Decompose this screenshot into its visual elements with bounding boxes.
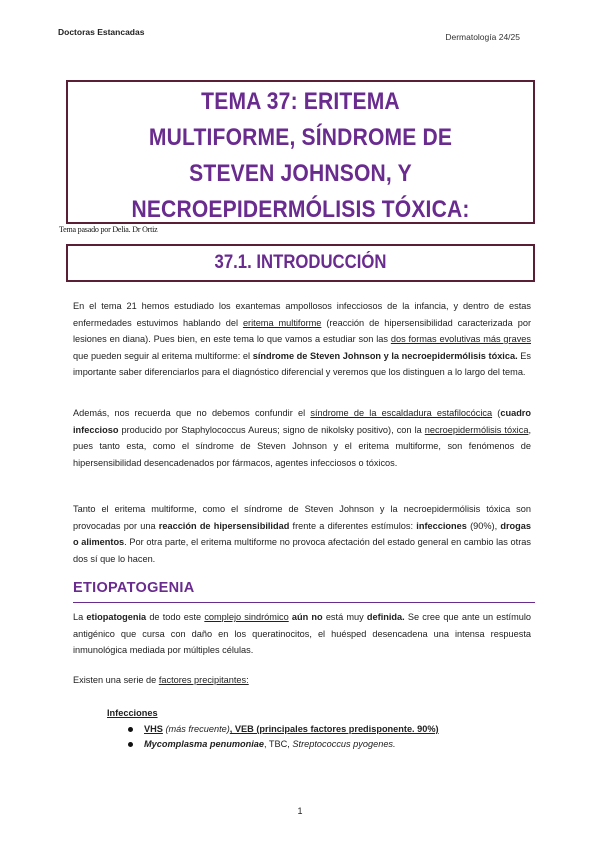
title-line-3: STEVEN JOHNSON, Y <box>189 160 412 187</box>
title-line-2: MULTIFORME, SÍNDROME DE <box>148 124 453 151</box>
bullet-2-part-c: Streptococcus pyogenes. <box>292 739 396 749</box>
intro-paragraph-3 <box>73 501 531 567</box>
intro-p2-text-2: ( <box>492 408 501 418</box>
etiopatogenia-heading: ETIOPATOGENIA <box>73 580 195 596</box>
intro-p1-underline-2: dos formas evolutivas más graves <box>390 334 532 344</box>
intro-p1-text-3: que pueden seguir al eritema multiforme: el <box>73 350 253 361</box>
title-box <box>66 80 535 224</box>
header-left: Doctoras Estancadas <box>58 27 145 37</box>
etio-p1-text-1: La <box>73 612 87 622</box>
infecciones-heading: Infecciones <box>107 708 158 718</box>
etiopatogenia-rule <box>73 602 535 603</box>
bullet-1-part-c: , VEB (principales factores predisponente. 90%) <box>229 724 439 734</box>
intro-p2-text-4: , pues tanto esta, como el síndrome de Steven Johnson y el eritema multiforme, son fenómenos de hipersensibilidad desencadenados por fármacos, agentes infecciosos o tóxicos. <box>73 424 531 468</box>
bullet-1-part-b: (más frecuente) <box>162 724 230 734</box>
bullet-2-part-a: Mycomplasma penumoniae <box>144 739 264 749</box>
document-title <box>101 82 501 228</box>
etio-p2-text-1: Existen una serie de <box>73 675 159 685</box>
credit-line: Tema pasado por Delia. Dr Ortiz <box>59 225 158 234</box>
intro-p1-underline-1: eritema multiforme <box>242 317 322 328</box>
section-title: 37.1. INTRODUCCIÓN <box>214 252 387 273</box>
etio-p1-bold-1: etiopatogenia <box>86 612 147 622</box>
intro-p3-text-3: (90%), <box>466 520 501 531</box>
intro-p2-underline-2: necroepidermólisis tóxica <box>424 424 529 435</box>
etio-paragraph-1 <box>73 609 531 659</box>
title-line-4: NECROEPIDERMÓLISIS TÓXICA: <box>131 196 470 223</box>
intro-p3-text-2: frente a diferentes estímulos: <box>289 520 417 531</box>
intro-paragraph-2 <box>73 405 531 471</box>
intro-p1-text-2: (reacción de hipersensibilidad caracterizada por lesiones en diana). Pues bien, en este tema lo que vamos a estudiar son las <box>73 317 531 344</box>
title-line-1: TEMA 37: ERITEMA <box>201 88 400 115</box>
intro-p2-text-1: Además, nos recuerda que no debemos confundir el <box>73 408 311 418</box>
intro-p3-bold-2: infecciones <box>416 520 467 531</box>
bullet-icon <box>128 727 133 732</box>
bullet-1-part-a: VHS <box>144 724 163 734</box>
etio-p1-bold-2: aún no <box>291 612 323 622</box>
intro-p2-underline-1: síndrome de la escaldadura estafilocócica <box>310 408 493 418</box>
etio-p1-text-5: Se cree que ante un estímulo antigénico que cursa con daño en los queratinocitos, el huésped desencadena una intensa respuesta inmunológica mediada por múltiples células. <box>73 612 532 655</box>
header-right: Dermatología 24/25 <box>445 32 520 42</box>
list-item <box>128 737 439 752</box>
intro-p3-text-1: Tanto el eritema multiforme, como el síndrome de Steven Johnson y la necroepidermólisis tóxica son provocadas por una <box>73 504 531 531</box>
etio-p1-underline-1: complejo sindrómico <box>204 612 289 622</box>
etio-p2-underline-1: factores precipitantes: <box>158 675 249 685</box>
intro-p3-bold-1: reacción de hipersensibilidad <box>158 520 290 531</box>
intro-p3-text-4: . Por otra parte, el eritema multiforme no provoca afectación del estado general en cambio las otras dos sí que lo hacen. <box>73 537 531 564</box>
bullet-icon <box>128 742 133 747</box>
list-item <box>128 722 439 737</box>
intro-p2-text-3: producido por Staphylococcus Aureus; signo de nikolsky positivo), con la <box>118 424 425 435</box>
section-box <box>66 244 535 282</box>
intro-p1-text-4: Es importante saber diferenciarlos para el diagnóstico diferencial y veremos que los distinguen a lo largo del tema. <box>73 350 531 377</box>
intro-paragraph-1 <box>73 298 531 381</box>
page-number: 1 <box>297 806 303 816</box>
intro-p2-bold-1: cuadro infeccioso <box>73 408 531 435</box>
bullet-2-part-b: , TBC, <box>263 739 293 749</box>
intro-p1-bold-1: síndrome de Steven Johnson y la necroepidermólisis tóxica. <box>252 350 518 361</box>
intro-p1-text-1: En el tema 21 hemos estudiado los exantemas ampollosos infecciosos de la infancia, y dentro de estas enfermedades estuvimos hablando del <box>73 301 531 328</box>
etio-p1-text-2: de todo este <box>146 612 205 622</box>
etio-p1-text-4: está muy <box>322 612 367 622</box>
infecciones-list <box>128 722 439 752</box>
intro-p3-bold-3: drogas o alimentos <box>73 520 531 547</box>
etio-p1-bold-3: definida. <box>366 612 405 622</box>
etio-paragraph-2 <box>73 672 531 689</box>
